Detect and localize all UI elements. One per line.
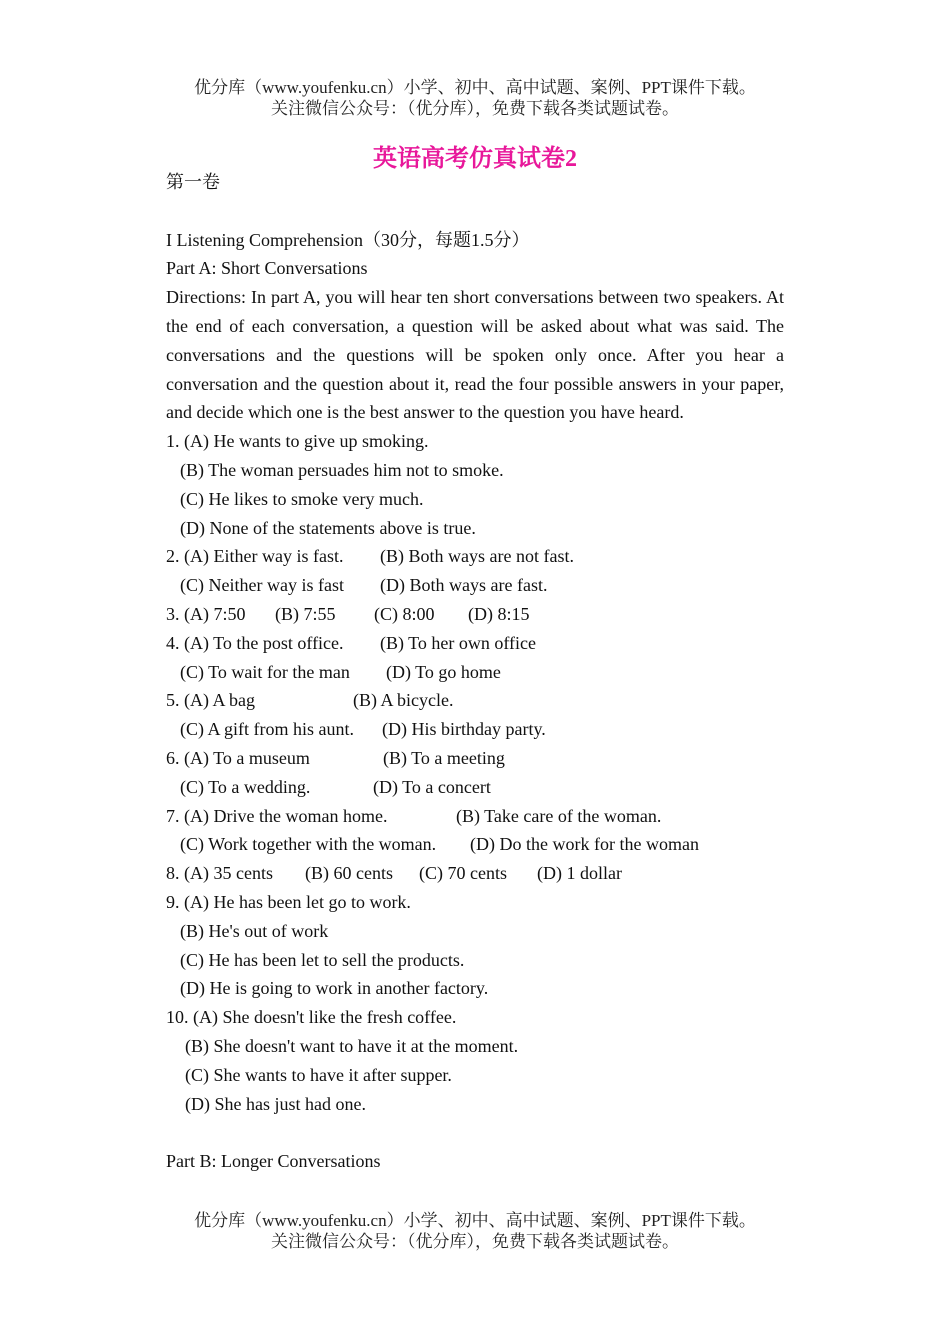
question-8-option-a: 8. (A) 35 cents [166, 863, 273, 884]
page-footer [0, 1210, 950, 1252]
question-10-option-c: (C) She wants to have it after supper. [185, 1064, 452, 1085]
question-6-option-a: 6. (A) To a museum [166, 747, 310, 768]
question-1-option-c: (C) He likes to smoke very much. [180, 488, 424, 509]
question-2-row-2 [166, 571, 784, 600]
question-7-option-c: (C) Work together with the woman. [180, 834, 437, 855]
header-line-1: 优分库（www.youfenku.cn）小学、初中、高中试题、案例、PPT课件下载。 [194, 78, 756, 97]
question-5-option-d: (D) His birthday party. [382, 719, 546, 740]
directions-paragraph: Directions: In part A, you will hear ten short conversations between two speakers. At the end of each conversation, a question will be asked about what was said. The conversations and the questions will be spoken only once. After you hear a conversation and the question about it, read the four possible answers in your paper, and decide which one is the best answer to the question you have heard. [166, 287, 784, 423]
part-b-heading: Part B: Longer Conversations [166, 1151, 381, 1172]
page-title: 英语高考仿真试卷2 [373, 146, 577, 172]
question-8-row [166, 859, 784, 888]
question-6-option-b: (B) To a meeting [383, 747, 505, 768]
question-8-option-d: (D) 1 dollar [537, 863, 622, 884]
question-4-option-b: (B) To her own office [380, 632, 537, 653]
question-4-row-1 [166, 629, 784, 658]
footer-line-2: 关注微信公众号：（优分库），免费下载各类试题试卷。 [271, 1232, 679, 1251]
question-5-option-c: (C) A gift from his aunt. [180, 719, 354, 740]
question-4-option-d: (D) To go home [386, 661, 501, 682]
question-5-row-2 [166, 715, 784, 744]
question-6-option-c: (C) To a wedding. [180, 776, 311, 797]
question-9-option-d: (D) He is going to work in another factory. [180, 978, 489, 999]
question-9-option-b: (B) He's out of work [180, 920, 329, 941]
question-2-option-d: (D) Both ways are fast. [380, 575, 548, 596]
question-9-option-a: 9. (A) He has been let go to work. [166, 891, 411, 912]
question-7-row-2 [166, 830, 784, 859]
footer-line-1: 优分库（www.youfenku.cn）小学、初中、高中试题、案例、PPT课件下载。 [194, 1211, 756, 1230]
question-10-option-b: (B) She doesn't want to have it at the moment. [185, 1035, 519, 1056]
document-body [166, 168, 784, 1176]
question-2-option-c: (C) Neither way is fast [180, 575, 344, 596]
question-3-option-c: (C) 8:00 [374, 603, 435, 624]
section-heading: I Listening Comprehension（30分，每题1.5分） [166, 229, 530, 250]
question-6-row-2 [166, 773, 784, 802]
question-8-option-b: (B) 60 cents [305, 863, 393, 884]
question-10-option-d: (D) She has just had one. [185, 1093, 366, 1114]
question-9-option-c: (C) He has been let to sell the products. [180, 949, 465, 970]
question-7-option-d: (D) Do the work for the woman [470, 834, 699, 855]
question-1-option-d: (D) None of the statements above is true. [180, 517, 476, 538]
question-5-option-b: (B) A bicycle. [353, 690, 454, 711]
volume-label: 第一卷 [166, 172, 220, 192]
header-line-2: 关注微信公众号：（优分库），免费下载各类试题试卷。 [271, 99, 679, 118]
question-3-option-a: 3. (A) 7:50 [166, 603, 246, 624]
question-4-option-a: 4. (A) To the post office. [166, 632, 344, 653]
question-5-option-a: 5. (A) A bag [166, 690, 255, 711]
part-a-heading: Part A: Short Conversations [166, 258, 368, 279]
question-8-option-c: (C) 70 cents [419, 863, 507, 884]
question-2-option-b: (B) Both ways are not fast. [380, 546, 574, 567]
question-6-option-d: (D) To a concert [373, 776, 491, 797]
question-4-row-2 [166, 658, 784, 687]
question-7-option-a: 7. (A) Drive the woman home. [166, 805, 388, 826]
question-1-option-a: 1. (A) He wants to give up smoking. [166, 431, 429, 452]
question-2-option-a: 2. (A) Either way is fast. [166, 546, 344, 567]
question-10-option-a: 10. (A) She doesn't like the fresh coffee. [166, 1007, 457, 1028]
page-header [0, 77, 950, 119]
question-2-row-1 [166, 542, 784, 571]
question-3-option-d: (D) 8:15 [468, 603, 530, 624]
question-3-row [166, 600, 784, 629]
question-5-row-1 [166, 686, 784, 715]
question-3-option-b: (B) 7:55 [275, 603, 336, 624]
question-7-row-1 [166, 802, 784, 831]
question-7-option-b: (B) Take care of the woman. [456, 805, 662, 826]
question-1-option-b: (B) The woman persuades him not to smoke. [180, 459, 504, 480]
question-4-option-c: (C) To wait for the man [180, 661, 350, 682]
question-6-row-1 [166, 744, 784, 773]
